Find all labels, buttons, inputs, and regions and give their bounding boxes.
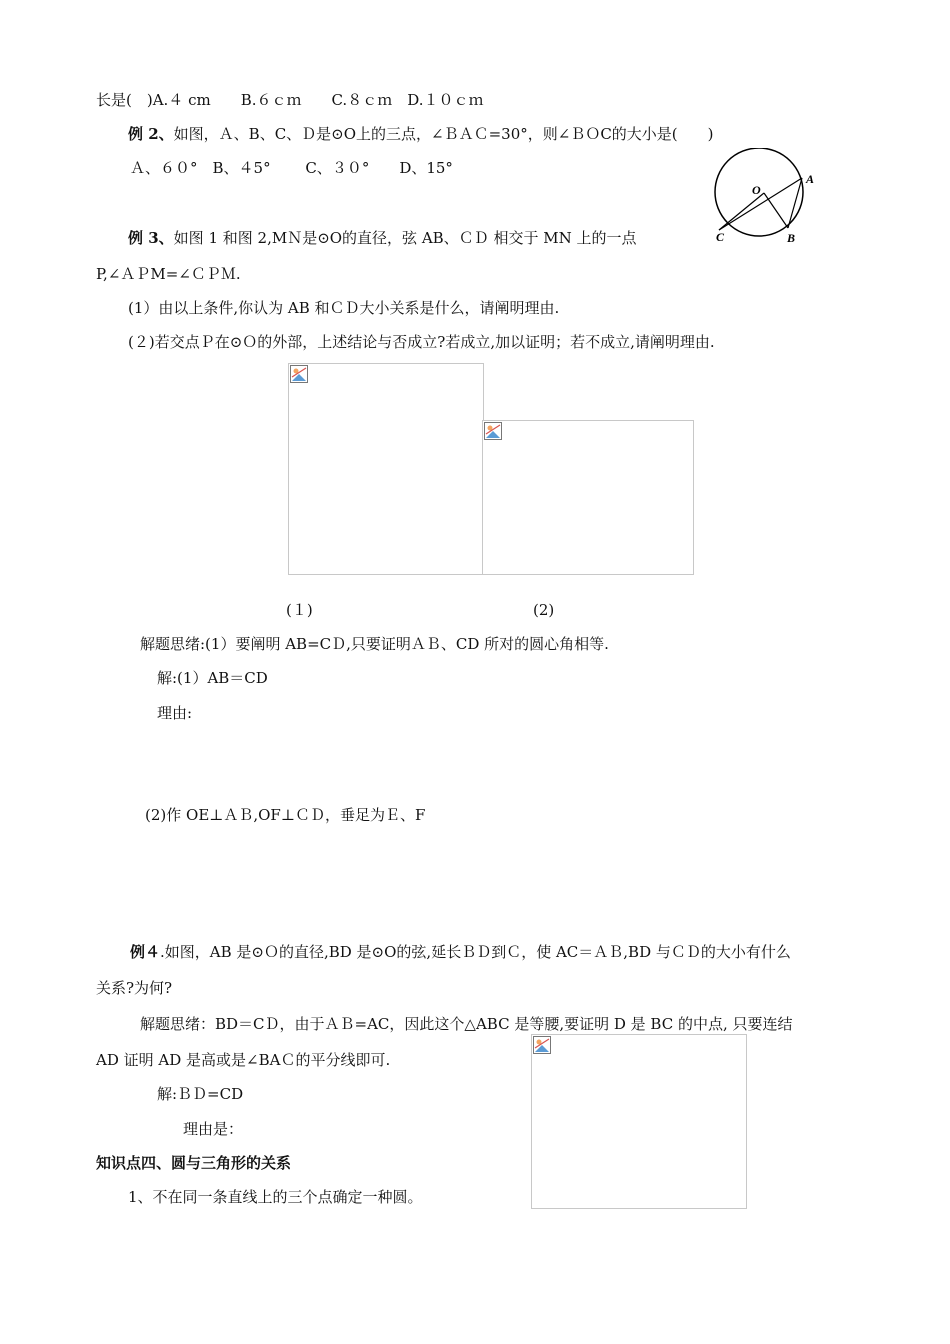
broken-image-icon [290,365,308,383]
text-line-1: 长是( )A.４ cm B.６ｃｍ C.８ｃｍ D.１０ｃｍ [96,91,484,109]
broken-image-icon [484,422,502,440]
example-3-text: 如图 1 和图 2,MＮ是⊙O的直径，弦 AB、ＣＤ 相交于 MN 上的一点 [173,229,637,247]
point-a-label: A [806,172,815,186]
example-2-options: Ａ、６０° B、４5° C、３０° D、15° [130,159,453,177]
reason-4: 理由是： [183,1120,244,1138]
solution-1: 解:(1）AB＝CD [157,669,268,687]
circle-diagram [708,148,818,248]
point-o-label: O [752,183,761,197]
example-4-text-2: 关系?为何? [96,979,173,997]
example-2-label: 例 2、 [128,125,174,143]
example-2-text: 如图，Ａ、B、C、Ｄ是⊙O上的三点，∠ＢＡＣ=30°，则∠ＢＯC的大小是( ) [173,125,714,143]
example-4-figure-image [531,1034,747,1209]
solution-hint-4-cont: AD 证明 AD 是高或是∠BAＣ的平分线即可. [96,1051,391,1069]
point-c-label: C [716,230,725,244]
point-b-label: B [787,231,796,245]
example-2-question [128,124,714,144]
example-3-question [128,228,636,248]
example-3-text-2: P,∠ＡＰM=∠ＣＰＭ. [96,265,241,283]
knowledge-point-4-item-1: 1、不在同一条直线上的三个点确定一种圆。 [128,1188,423,1206]
figure-2-image [482,420,694,575]
figure-1-caption: (１) [286,601,313,619]
example-3-question-1: (1）由以上条件,你认为 AB 和ＣＤ大小关系是什么，请阐明理由. [128,299,560,317]
figure-1-image [288,363,484,575]
example-3-question-2: (２)若交点Ｐ在⊙Ｏ的外部，上述结论与否成立?若成立,加以证明；若不成立,请阐明理由. [128,333,715,351]
knowledge-point-4-heading: 知识点四、圆与三角形的关系 [96,1154,292,1172]
figure-2-caption: (2) [533,601,555,619]
part-2-text: (2)作 OE⊥ＡＢ,OF⊥ＣＤ，垂足为Ｅ、F [145,806,426,824]
example-4-question [130,942,791,962]
example-3-label: 例 3、 [128,229,174,247]
example-4-text: .如图，AB 是⊙Ｏ的直径,BD 是⊙O的弦,延长ＢＤ到Ｃ，使 AC＝ＡＢ,BD 与ＣＤ的大小有什么 [160,943,791,961]
solution-4: 解:ＢＤ=CD [157,1085,244,1103]
example-4-label: 例４ [130,943,161,961]
broken-image-icon [533,1036,551,1054]
reason-1: 理由: [157,704,193,722]
solution-hint-4: 解题思绪：BD＝CＤ，由于ＡＢ=AC，因此这个△ABC 是等腰,要证明 D 是 BC 的中点, 只要连结 [140,1015,793,1033]
solution-hint-1: 解题思绪:(1）要阐明 AB=CＤ,只要证明ＡＢ、CD 所对的圆心角相等. [140,635,609,653]
